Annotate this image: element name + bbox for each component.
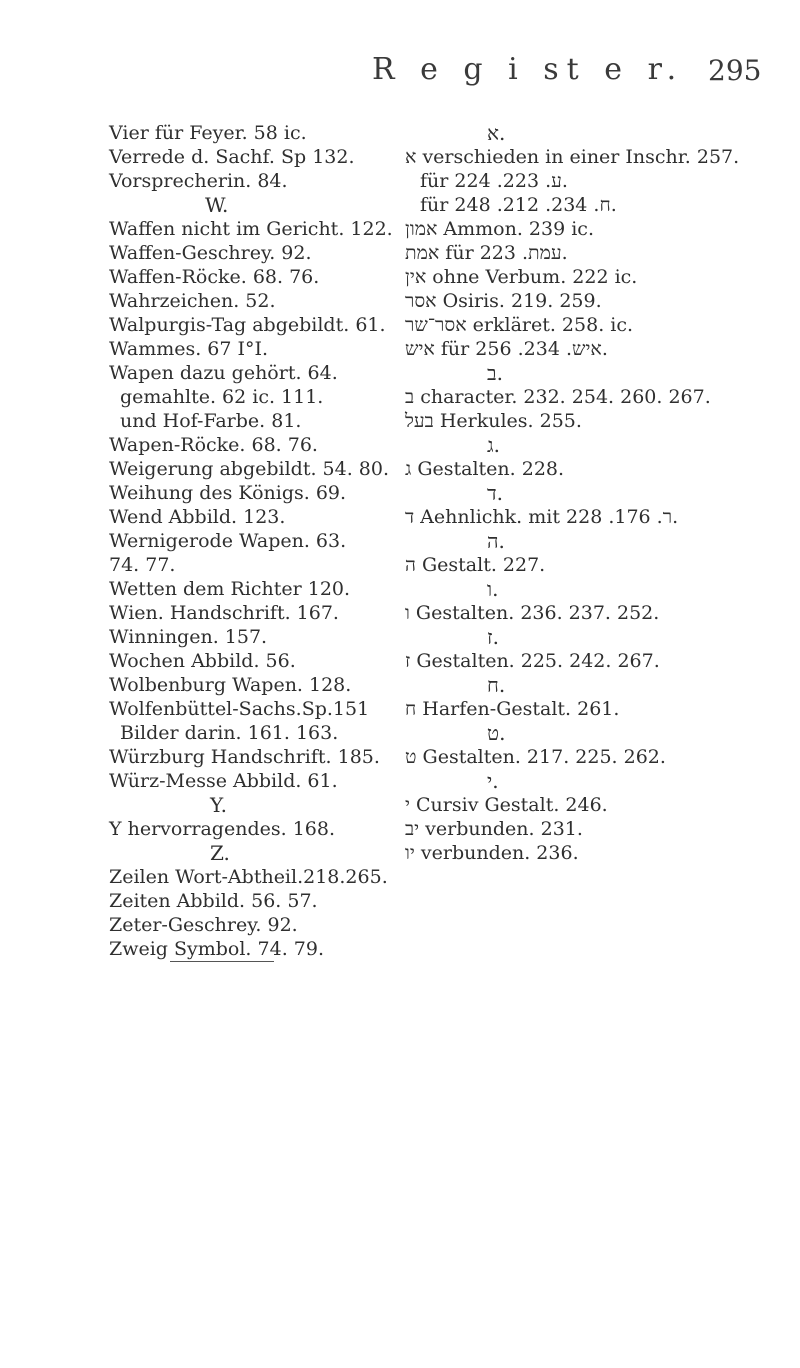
page-number: 295 bbox=[708, 54, 762, 87]
section-letter: ח. bbox=[487, 673, 506, 697]
index-entry: Wien. Handschrift. 167. bbox=[109, 602, 339, 624]
section-letter: Z. bbox=[210, 841, 230, 865]
index-entry: Waffen nicht im Gericht. 122. bbox=[109, 218, 393, 240]
index-entry: für ח. 234. 212. 248. bbox=[420, 194, 617, 216]
index-entry: Wahrzeichen. 52. bbox=[109, 290, 276, 312]
index-entry: Würz-Messe Abbild. 61. bbox=[109, 770, 338, 792]
section-letter: א. bbox=[487, 121, 506, 145]
index-entry: Wochen Abbild. 56. bbox=[109, 650, 296, 672]
index-entry: Zeter-Geschrey. 92. bbox=[109, 914, 298, 936]
page-header bbox=[0, 52, 800, 92]
index-entry: Wapen dazu gehört. 64. bbox=[109, 362, 338, 384]
section-letter: ז. bbox=[487, 625, 499, 649]
running-title: R e g i st e r. bbox=[372, 52, 685, 87]
index-entry: Waffen-Geschrey. 92. bbox=[109, 242, 312, 264]
index-entry: ט Gestalten. 217. 225. 262. bbox=[405, 746, 666, 768]
index-entry: יו verbunden. 236. bbox=[405, 842, 579, 864]
index-entry: בעל Herkules. 255. bbox=[405, 410, 582, 432]
index-entry: ג Gestalten. 228. bbox=[405, 458, 565, 480]
section-letter: י. bbox=[487, 769, 499, 793]
index-entry: Wapen-Röcke. 68. 76. bbox=[109, 434, 318, 456]
index-entry: אין ohne Verbum. 222 ic. bbox=[405, 266, 638, 288]
index-entry: Waffen-Röcke. 68. 76. bbox=[109, 266, 320, 288]
index-entry: Würzburg Handschrift. 185. bbox=[109, 746, 380, 768]
section-letter: ו. bbox=[487, 577, 499, 601]
index-entry: Wammes. 67 I°I. bbox=[109, 338, 269, 360]
index-entry: י Cursiv Gestalt. 246. bbox=[405, 794, 608, 816]
index-entry: ה Gestalt. 227. bbox=[405, 554, 546, 576]
index-entry: Weihung des Königs. 69. bbox=[109, 482, 347, 504]
index-entry: Zeiten Abbild. 56. 57. bbox=[109, 890, 318, 912]
index-entry: אסר Osiris. 219. 259. bbox=[405, 290, 602, 312]
index-entry: ח Harfen-Gestalt. 261. bbox=[405, 698, 620, 720]
index-entry: 74. 77. bbox=[109, 554, 176, 576]
section-letter: ט. bbox=[487, 721, 506, 745]
index-entry: Verrede d. Sachf. Sp 132. bbox=[109, 146, 355, 168]
index-entry: ד Aehnlichk. mit ר. 176. 228. bbox=[405, 506, 679, 528]
index-entry: א verschieden in einer Inschr. 257. bbox=[405, 146, 740, 168]
index-entry: Y hervorragendes. 168. bbox=[109, 818, 335, 840]
index-entry: Bilder darin. 161. 163. bbox=[120, 722, 339, 744]
index-entry: אמת für עמת. 223. bbox=[405, 242, 568, 264]
index-entry: Wolfenbüttel-Sachs.Sp.151 bbox=[109, 698, 370, 720]
index-entry: אמון Ammon. 239 ic. bbox=[405, 218, 594, 240]
index-entry: Vorsprecherin. 84. bbox=[109, 170, 288, 192]
index-entry: Wernigerode Wapen. 63. bbox=[109, 530, 347, 552]
section-letter: ה. bbox=[487, 529, 505, 553]
index-entry: ו Gestalten. 236. 237. 252. bbox=[405, 602, 660, 624]
index-entry: für ע. 223. 224. bbox=[420, 170, 568, 192]
index-entry: Winningen. 157. bbox=[109, 626, 268, 648]
section-letter: ד. bbox=[487, 481, 503, 505]
section-letter: W. bbox=[205, 193, 229, 217]
section-letter: Y. bbox=[210, 793, 227, 817]
index-entry: gemahlte. 62 ic. 111. bbox=[120, 386, 324, 408]
index-entry: יב verbunden. 231. bbox=[405, 818, 583, 840]
index-entry: Zeilen Wort-Abtheil.218.265. bbox=[109, 866, 388, 888]
index-entry: איש für איש. 234. 256. bbox=[405, 338, 608, 360]
index-entry: ב character. 232. 254. 260. 267. bbox=[405, 386, 711, 408]
index-entry: und Hof-Farbe. 81. bbox=[120, 410, 302, 432]
index-entry: Wend Abbild. 123. bbox=[109, 506, 286, 528]
index-entry: Wetten dem Richter 120. bbox=[109, 578, 351, 600]
end-rule bbox=[170, 961, 274, 962]
index-entry: אסר־שר erkläret. 258. ic. bbox=[405, 314, 634, 336]
index-entry: Walpurgis-Tag abgebildt. 61. bbox=[109, 314, 386, 336]
index-entry: Vier für Feyer. 58 ic. bbox=[109, 122, 307, 144]
index-entry: ז Gestalten. 225. 242. 267. bbox=[405, 650, 660, 672]
index-entry: Weigerung abgebildt. 54. 80. bbox=[109, 458, 390, 480]
section-letter: ג. bbox=[487, 433, 500, 457]
index-entry: Zweig Symbol. 74. 79. bbox=[109, 938, 324, 960]
section-letter: ב. bbox=[487, 361, 503, 385]
index-entry: Wolbenburg Wapen. 128. bbox=[109, 674, 352, 696]
